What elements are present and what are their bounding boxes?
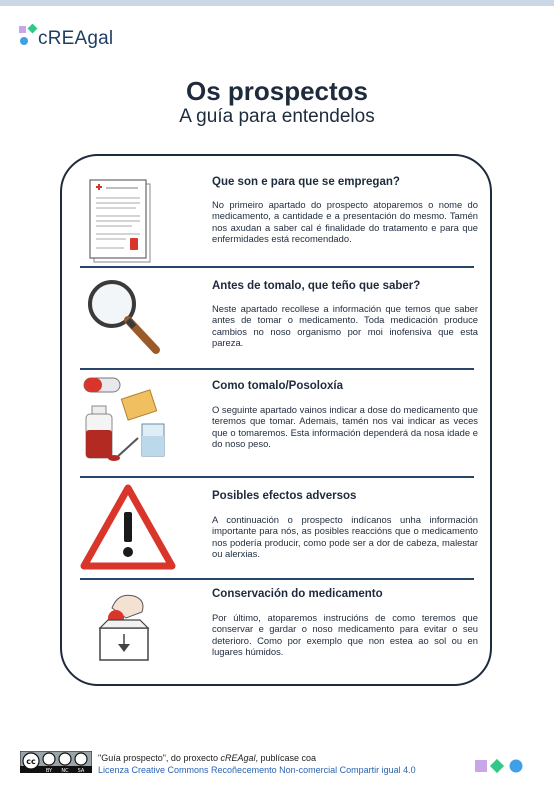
creagal-logo[interactable] xyxy=(18,20,113,50)
logo-text: cREAgal xyxy=(38,28,114,49)
section-divider xyxy=(80,266,474,268)
section-divider xyxy=(80,578,474,580)
section-heading: Posibles efectos adversos xyxy=(212,490,357,502)
sa-label: SA xyxy=(77,768,85,773)
license-link[interactable]: Licenza Creative Commons Recoñecemento Non-comercial Compartir igual 4.0 xyxy=(98,765,416,775)
section-heading: Conservación do medicamento xyxy=(212,588,383,600)
section-body: O seguinte apartado vainos indicar a dose do medicamento que teremos que tomar. Ademais, tamén nos vai indicar as veces que o tomaremos. Esta información dependerá da nosa idade e do noso peso. xyxy=(212,404,478,450)
top-border xyxy=(0,0,554,6)
section-divider xyxy=(80,368,474,370)
section-heading: Como tomalo/Posoloxía xyxy=(212,380,343,392)
credit-prefix: "Guía prospecto", do proxecto xyxy=(98,753,221,763)
cc-label: cc xyxy=(26,757,36,766)
credit-suffix: , publícase coa xyxy=(255,753,317,763)
section-heading: Antes de tomalo, que teño que saber? xyxy=(212,280,421,292)
page-subtitle: A guía para entendelos xyxy=(179,106,375,127)
section-body: A continuación o prospecto indícanos unha información importante para nós, as posibles reaccións que o medicamento nos podería producir, como pode ser a dor de cabeza, malestar ou alerxias. xyxy=(212,514,478,560)
medicine-dose-icon xyxy=(80,376,180,468)
section-body: Por último, atoparemos instrucións de como teremos que conservar e gardar o noso medicamento para evitar o seu deterioro. Como por exemplo que non estea ao sol ou en lugares húmidos. xyxy=(212,612,478,658)
creagal-footer-shapes-icon xyxy=(474,758,524,774)
guide-card xyxy=(60,154,492,686)
by-label: BY xyxy=(45,768,53,773)
storage-box-icon xyxy=(96,588,158,672)
section-divider xyxy=(80,476,474,478)
credit-project: cREAgal xyxy=(220,753,256,763)
section-body: Neste apartado recollese a información que temos que saber antes de tomar o medicamento. Toda medicación produce cambios no noso organismo por moi inofensiva que esta pareza. xyxy=(212,303,478,349)
section-heading: Que son e para que se empregan? xyxy=(212,176,400,188)
creative-commons-badge[interactable] xyxy=(20,751,92,773)
cc-by-nc-sa-icon xyxy=(20,751,92,773)
page-title: Os prospectos xyxy=(185,76,369,106)
nc-label: NC xyxy=(61,768,69,773)
magnifying-glass-icon xyxy=(84,276,164,358)
warning-triangle-icon xyxy=(80,484,176,570)
license-credit xyxy=(98,752,416,776)
creagal-logo-shapes-icon xyxy=(18,24,40,50)
document-icon xyxy=(86,178,152,264)
section-body: No primeiro apartado do prospecto atoparemos o nome do medicamento, a cantidade e a presentación do mesmo. Tamén nos axudan a saber cal é finalidade do tratamento e para que enfermidades está recomendado. xyxy=(212,199,478,245)
